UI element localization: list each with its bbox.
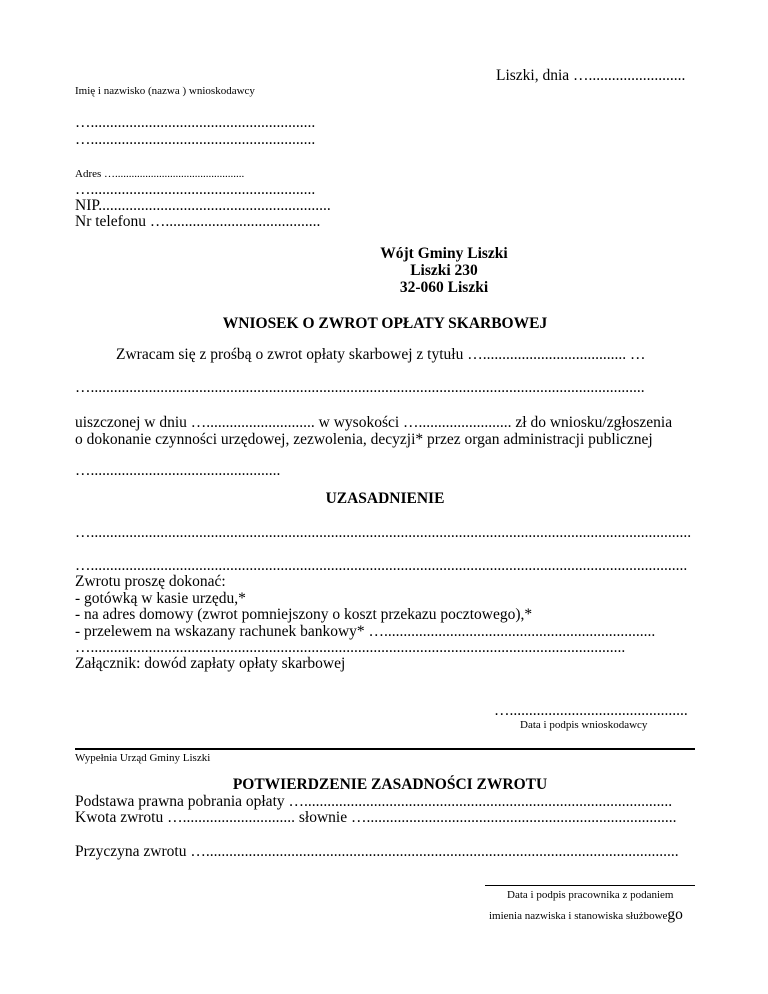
recipient-line-2: Liszki 230 xyxy=(410,262,478,279)
address-label: Adres …............................................... xyxy=(75,168,245,180)
address-field xyxy=(75,164,244,182)
refund-label: Zwrotu proszę dokonać: xyxy=(75,573,226,590)
refund-option-transfer: - przelewem na wskazany rachunek bankowy* …...................................................................... xyxy=(75,623,656,640)
request-line-2: …............................................................................................................................................... xyxy=(75,379,645,396)
request-text: Zwracam się z prośbą o zwrot opłaty skarbowej z tytułu …..................................... … xyxy=(116,346,646,363)
refund-option-line: ….......................................................................................................................................... xyxy=(75,639,626,656)
recipient-line-1: Wójt Gminy Liszki xyxy=(380,245,508,262)
justification-line-1: …........................................................................................................................................................... xyxy=(75,524,692,541)
paid-text-2: o dokonanie czynności urzędowej, zezwolenia, decyzji* przez organ administracji publicznej xyxy=(75,431,653,448)
paid-line-3: …................................................. xyxy=(75,462,281,479)
justification-title: UZASADNIENIE xyxy=(325,490,445,507)
employee-signature-label-2-text: imienia nazwiska i stanowiska służbowe xyxy=(489,910,668,922)
applicant-label: Imię i nazwisko (nazwa ) wnioskodawcy xyxy=(75,85,255,97)
employee-signature-line xyxy=(485,885,695,886)
refund-option-post: - na adres domowy (zwrot pomniejszony o koszt przekazu pocztowego),* xyxy=(75,606,533,623)
applicant-signature-dots: ….............................................. xyxy=(494,702,688,719)
name-line-1: ….......................................................... xyxy=(75,114,316,131)
refund-reason-field: Przyczyna zwrotu ….......................................................................................................................... xyxy=(75,843,679,860)
address-line-2: ….......................................................... xyxy=(75,181,316,198)
paid-text: uiszczonej w dniu …............................ w wysokości …........................ zł do wniosku/zgłoszenia xyxy=(75,414,673,431)
form-title: WNIOSEK O ZWROT OPŁATY SKARBOWEJ xyxy=(222,315,548,332)
applicant-signature-label: Data i podpis wnioskodawcy xyxy=(520,719,648,731)
refund-amount-field: Kwota zwrotu …............................. słownie …................................................................................ xyxy=(75,809,677,826)
office-title: POTWIERDZENIE ZASADNOŚCI ZWROTU xyxy=(232,776,548,793)
employee-signature-label-2-tail: go xyxy=(667,906,683,923)
recipient-line-3: 32-060 Liszki xyxy=(399,279,489,296)
refund-option-cash: - gotówką w kasie urzędu,* xyxy=(75,590,246,607)
attachment: Załącznik: dowód zapłaty opłaty skarbowej xyxy=(75,655,346,672)
place-date: Liszki, dnia …......................... xyxy=(496,67,686,84)
name-line-2: ….......................................................... xyxy=(75,131,316,148)
nip-field: NIP............................................................ xyxy=(75,197,331,214)
office-fill-note: Wypełnia Urząd Gminy Liszki xyxy=(75,752,211,764)
legal-basis-field: Podstawa prawna pobrania opłaty …............................................................................................... xyxy=(75,793,673,810)
section-divider xyxy=(75,748,695,750)
phone-field: Nr telefonu …........................................ xyxy=(75,213,321,230)
employee-signature-label-1: Data i podpis pracownika z podaniem xyxy=(507,889,674,901)
justification-line-2: ….......................................................................................................................................................... xyxy=(75,557,688,574)
employee-signature-label-2 xyxy=(489,906,683,924)
